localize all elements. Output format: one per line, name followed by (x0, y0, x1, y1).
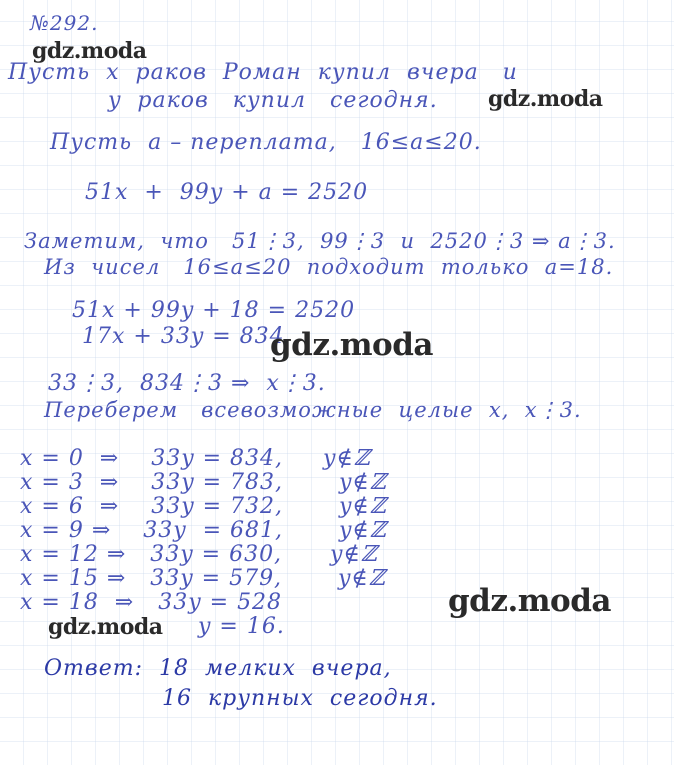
case-x-3: x = 3 ⇒ 33y = 783, y∉ℤ (20, 470, 387, 495)
text-line-6: Из чисел 16≤a≤20 подходит только a=18. (44, 255, 614, 279)
text-line-1: Пусть x раков Роман купил вчера и (8, 60, 518, 85)
equation-main: 51x + 99y + a = 2520 (85, 180, 369, 205)
divisibility-line: 33⋮3, 834⋮3 ⇒ x⋮3. (48, 371, 326, 396)
watermark-center: gdz.moda (270, 327, 433, 363)
case-x-15: x = 15 ⇒ 33y = 579, y∉ℤ (20, 566, 386, 591)
text-line-2: y раков купил сегодня. (108, 88, 438, 113)
watermark-top-left: gdz.moda (32, 38, 147, 64)
case-x-6: x = 6 ⇒ 33y = 732, y∉ℤ (20, 494, 387, 519)
case-x-18: x = 18 ⇒ 33y = 528 (20, 590, 283, 615)
case-x-0: x = 0 ⇒ 33y = 834, y∉ℤ (20, 446, 371, 471)
enumeration-intro: Переберем всевозможные целые x, x⋮3. (44, 398, 582, 422)
problem-number: №292. (30, 11, 99, 35)
watermark-top-right: gdz.moda (488, 86, 603, 112)
answer-line-1: Ответ: 18 мелких вчера, (44, 656, 392, 681)
case-x-18-result: y = 16. (198, 614, 285, 639)
text-line-5: Заметим, что 51⋮3, 99⋮3 и 2520⋮3 ⇒ a⋮3. (24, 229, 616, 253)
case-x-12: x = 12 ⇒ 33y = 630, y∉ℤ (20, 542, 378, 567)
equation-reduced: 17x + 33y = 834 (82, 324, 285, 349)
equation-substituted: 51x + 99y + 18 = 2520 (72, 298, 356, 323)
answer-line-2: 16 крупных сегодня. (162, 686, 438, 711)
watermark-bottom-left: gdz.moda (48, 614, 163, 640)
text-line-3: Пусть a – переплата, 16≤a≤20. (50, 130, 482, 155)
watermark-right: gdz.moda (448, 583, 611, 619)
case-x-9: x = 9 ⇒ 33y = 681, y∉ℤ (20, 518, 387, 543)
